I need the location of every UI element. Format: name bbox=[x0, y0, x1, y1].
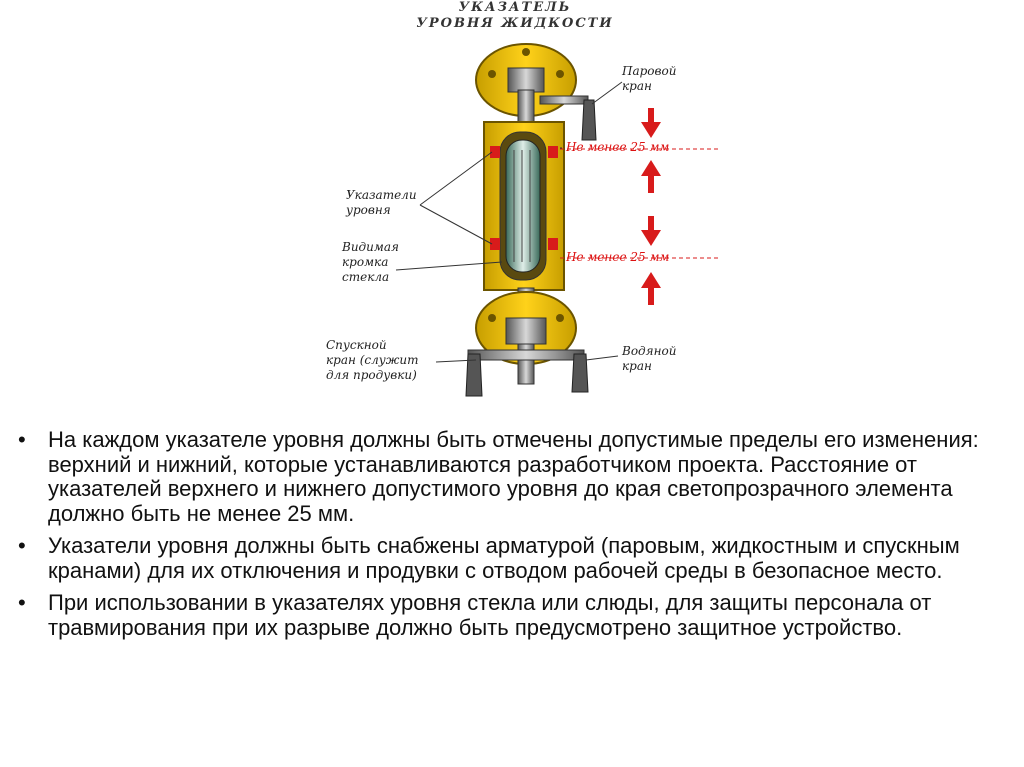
figure-title-line2: УРОВНЯ ЖИДКОСТИ bbox=[416, 16, 614, 31]
gauge-body bbox=[484, 122, 564, 290]
bullet-list bbox=[18, 428, 1018, 648]
bullet-marker: • bbox=[18, 427, 26, 452]
bullet-marker: • bbox=[18, 533, 26, 558]
label-min-distance-top: Не менее 25 мм bbox=[566, 140, 670, 154]
distance-arrows bbox=[641, 108, 661, 305]
bullet-marker: • bbox=[18, 590, 26, 615]
bottom-flange bbox=[466, 288, 588, 396]
figure-title-line1: УКАЗАТЕЛЬ bbox=[458, 0, 572, 15]
bullet-item bbox=[18, 534, 1018, 583]
label-steam-valve: Паровой кран bbox=[622, 64, 677, 93]
bullet-text: При использовании в указателях уровня стекла или слюды, для защиты персонала от травмирования при их разрыве должно быть предусмотрено защитное устройство. bbox=[48, 590, 932, 640]
label-level-indicators: Указатели уровня bbox=[346, 188, 417, 217]
bullet-item bbox=[18, 428, 1018, 526]
label-visible-edge: Видимая кромка стекла bbox=[342, 240, 399, 284]
label-water-valve: Водяной кран bbox=[622, 344, 677, 373]
bullet-text: На каждом указателе уровня должны быть отмечены допустимые пределы его изменения: верхний и нижний, которые устанавливаются разработчиком проекта. Расстояние от указателей верхнего и нижнего допустимого уровня до края светопрозрачного элемента должно быть не менее 25 мм. bbox=[48, 427, 979, 526]
label-min-distance-bottom: Не менее 25 мм bbox=[566, 250, 670, 264]
bullet-item bbox=[18, 591, 1018, 640]
bullet-text: Указатели уровня должны быть снабжены арматурой (паровым, жидкостным и спускным кранами) для их отключения и продувки с отводом рабочей среды в безопасное место. bbox=[48, 533, 960, 583]
label-drain-valve: Спускной кран (служит для продувки) bbox=[326, 338, 419, 382]
